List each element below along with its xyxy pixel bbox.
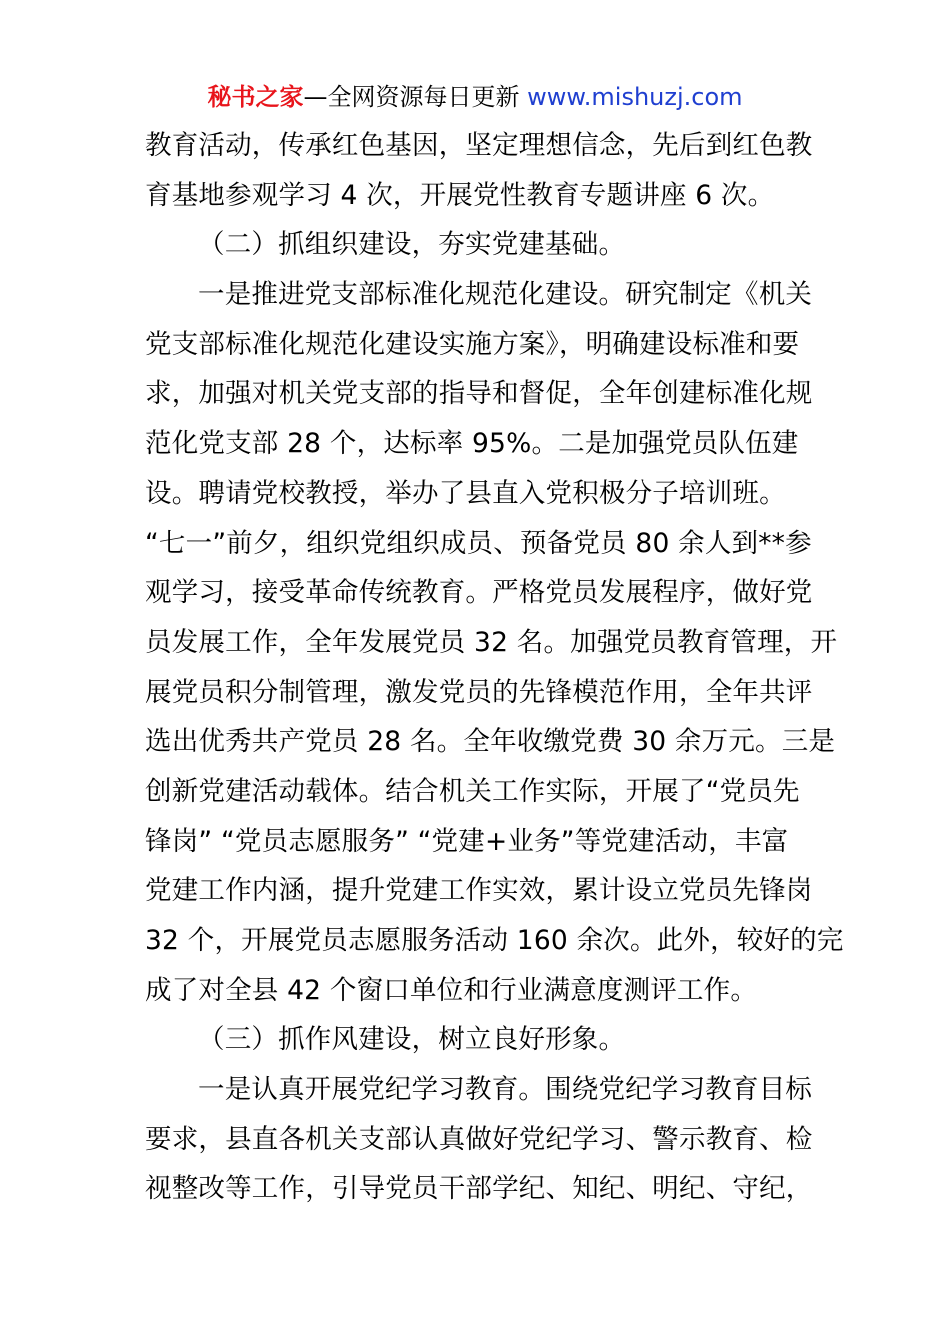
text-line: 要求，县直各机关支部认真做好党纪学习、警示教育、检 [145,1123,813,1155]
watermark-header [0,80,950,114]
text-line: 展党员积分制管理，激发党员的先锋模范作用，全年共评 [145,676,813,708]
text-line: 32 个，开展党员志愿服务活动 160 余次。此外，较好的完 [145,925,844,956]
text-line: 成了对全县 42 个窗口单位和行业满意度测评工作。 [145,974,758,1006]
text-line: 一是认真开展党纪学习教育。围绕党纪学习教育目标 [198,1074,813,1106]
site-tagline: —全网资源每日更新 [303,83,528,111]
text-line: “七一”前夕，组织党组织成员、预备党员 80 余人到**参 [145,527,812,559]
text-line: 设。聘请党校教授，举办了县直入党积极分子培训班。 [145,477,786,509]
section-heading: （三）抓作风建设，树立良好形象。 [198,1024,626,1056]
site-brand: 秘书之家 [207,83,304,111]
text-line: 一是推进党支部标准化规范化建设。研究制定《机关 [198,279,813,311]
text-line: 党建工作内涵，提升党建工作实效，累计设立党员先锋岗 [145,875,813,907]
text-line: 视整改等工作，引导党员干部学纪、知纪、明纪、守纪， [145,1173,813,1205]
text-line: 观学习，接受革命传统教育。严格党员发展程序，做好党 [145,577,813,609]
text-line: 范化党支部 28 个，达标率 95%。二是加强党员队伍建 [145,428,799,460]
text-line: 求，加强对机关党支部的指导和督促，全年创建标准化规 [145,378,813,410]
text-line: 锋岗” “党员志愿服务” “党建+业务”等党建活动，丰富 [145,825,789,857]
text-line: 党支部标准化规范化建设实施方案》，明确建设标准和要 [145,328,800,360]
text-line: 教育活动，传承红色基因，坚定理想信念，先后到红色教 [145,130,813,161]
site-url: www.mishuzj.com [527,83,743,111]
text-line: 创新党建活动载体。结合机关工作实际，开展了“党员先 [145,775,800,807]
document-body [145,121,844,1214]
text-line: 育基地参观学习 4 次，开展党性教育专题讲座 6 次。 [145,179,775,211]
text-line: 选出优秀共产党员 28 名。全年收缴党费 30 余万元。三是 [145,726,836,758]
section-heading: （二）抓组织建设，夯实党建基础。 [198,229,626,261]
text-line: 员发展工作，全年发展党员 32 名。加强党员教育管理，开 [145,626,838,658]
